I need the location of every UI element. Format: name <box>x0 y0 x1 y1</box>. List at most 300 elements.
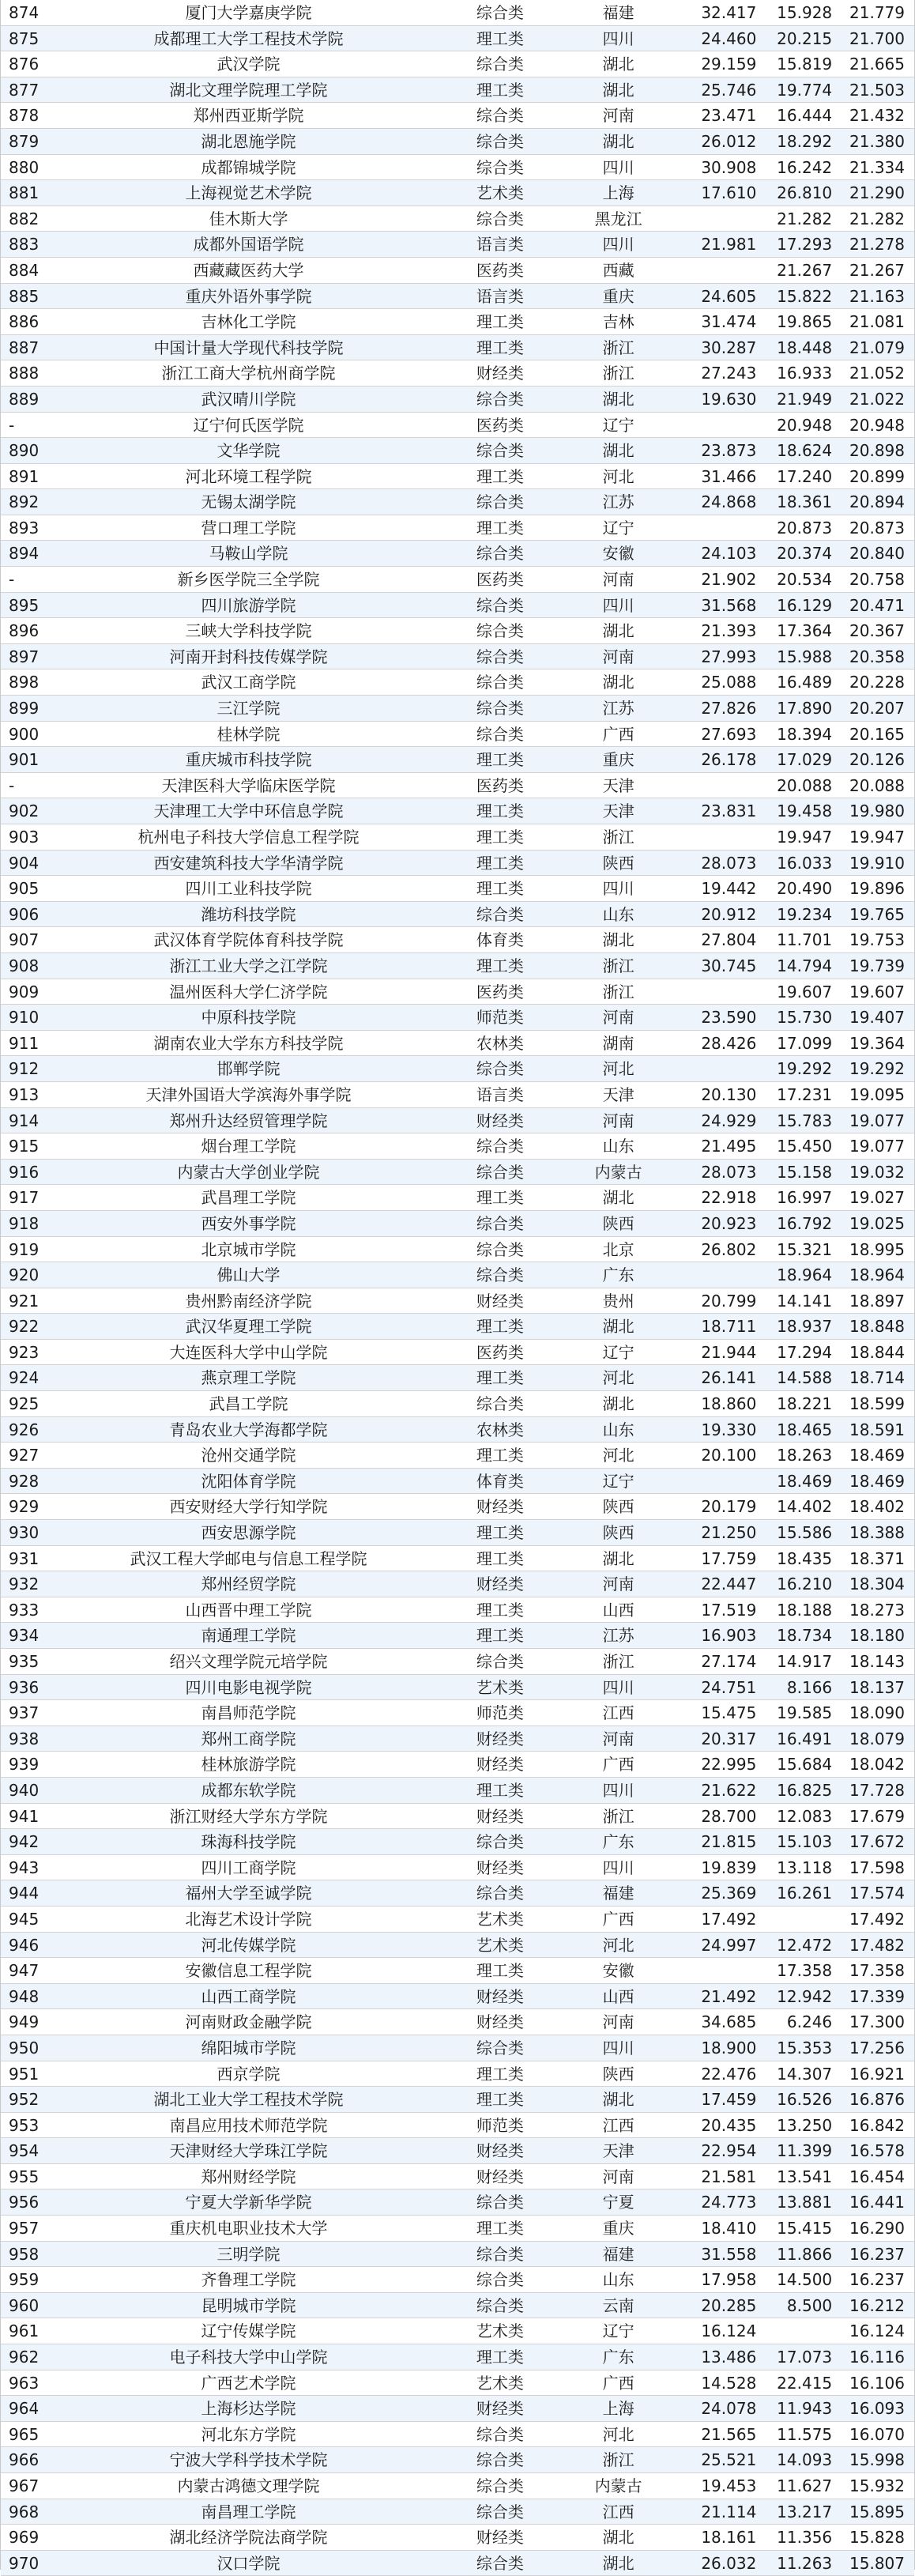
score2-cell: 17.294 <box>777 1342 833 1362</box>
score1-cell: 26.178 <box>701 750 757 770</box>
type-cell: 理工类 <box>476 2090 524 2110</box>
table-row <box>1 438 914 464</box>
school-name-cell: 河南开封科技传媒学院 <box>169 647 328 666</box>
total-score-cell: 19.407 <box>849 1008 905 1028</box>
score2-cell: 15.353 <box>777 2038 833 2057</box>
school-name-cell: 三江学院 <box>217 699 281 718</box>
school-name-cell: 电子科技大学中山学院 <box>169 2348 328 2367</box>
type-cell: 理工类 <box>476 518 524 537</box>
province-cell: 山东 <box>602 1420 634 1439</box>
total-score-cell: 17.672 <box>849 1832 905 1852</box>
total-score-cell: 21.779 <box>849 3 905 22</box>
total-score-cell: 21.700 <box>849 28 905 48</box>
province-cell: 湖北 <box>602 621 634 641</box>
type-cell: 综合类 <box>476 55 524 74</box>
total-score-cell: 18.995 <box>849 1239 905 1259</box>
school-name-cell: 宁夏大学新华学院 <box>185 2193 312 2212</box>
score1-cell: 21.250 <box>701 1523 757 1543</box>
province-cell: 河南 <box>602 2167 634 2186</box>
province-cell: 湖北 <box>602 2528 634 2548</box>
score1-cell: 20.799 <box>701 1291 757 1311</box>
table-row <box>1 1417 914 1443</box>
rank-cell: 933 <box>9 1600 40 1620</box>
type-cell: 理工类 <box>476 1523 524 1543</box>
score1-cell: 17.759 <box>701 1548 757 1568</box>
rank-cell: 919 <box>9 1239 40 1259</box>
type-cell: 理工类 <box>476 338 524 357</box>
type-cell: 综合类 <box>476 647 524 666</box>
rank-cell: 953 <box>9 2115 40 2135</box>
school-name-cell: 重庆机电职业技术大学 <box>169 2219 328 2238</box>
province-cell: 湖北 <box>602 673 634 692</box>
school-name-cell: 山西晋中理工学院 <box>185 1600 312 1620</box>
type-cell: 理工类 <box>476 80 524 100</box>
total-score-cell: 18.897 <box>849 1291 905 1311</box>
total-score-cell: 19.607 <box>849 982 905 1001</box>
table-row <box>1 2499 914 2525</box>
table-row <box>1 2216 914 2242</box>
school-name-cell: 文华学院 <box>217 441 281 461</box>
total-score-cell: 21.079 <box>849 338 905 357</box>
rank-cell: 895 <box>9 595 40 615</box>
table-row <box>1 360 914 387</box>
type-cell: 综合类 <box>476 1213 524 1233</box>
province-cell: 浙江 <box>602 338 634 357</box>
total-score-cell: 19.980 <box>849 801 905 821</box>
rank-cell: 921 <box>9 1291 40 1311</box>
school-name-cell: 辽宁传媒学院 <box>201 2321 296 2341</box>
table-row <box>1 2189 914 2216</box>
table-row <box>1 773 914 799</box>
table-row <box>1 1778 914 1804</box>
score1-cell: 24.751 <box>701 1677 757 1697</box>
school-name-cell: 吉林化工学院 <box>201 312 296 332</box>
total-score-cell: 20.873 <box>849 518 905 537</box>
province-cell: 河南 <box>602 647 634 666</box>
type-cell: 综合类 <box>476 2450 524 2470</box>
school-name-cell: 武汉华夏理工学院 <box>185 1317 312 1337</box>
province-cell: 四川 <box>602 1858 634 1877</box>
table-row <box>1 1804 914 1830</box>
score1-cell: 23.831 <box>701 801 757 821</box>
school-name-cell: 绵阳城市学院 <box>201 2038 296 2057</box>
score2-cell: 17.029 <box>777 750 833 770</box>
score2-cell: 21.949 <box>777 389 833 409</box>
score1-cell: 22.447 <box>701 1575 757 1594</box>
type-cell: 理工类 <box>476 2219 524 2238</box>
total-score-cell: 16.093 <box>849 2399 905 2419</box>
table-row <box>1 1340 914 1366</box>
province-cell: 陕西 <box>602 2064 634 2084</box>
province-cell: 河南 <box>602 1111 634 1130</box>
province-cell: 安徽 <box>602 1961 634 1981</box>
total-score-cell: 17.574 <box>849 1884 905 1903</box>
table-row <box>1 1082 914 1108</box>
total-score-cell: 18.591 <box>849 1420 905 1439</box>
rank-cell: 918 <box>9 1213 40 1233</box>
school-name-cell: 昆明城市学院 <box>201 2295 296 2315</box>
score2-cell: 11.866 <box>777 2244 833 2264</box>
school-name-cell: 天津外国语大学滨海外事学院 <box>145 1084 352 1104</box>
score1-cell <box>670 515 763 541</box>
province-cell: 西藏 <box>602 260 634 280</box>
score1-cell: 28.073 <box>701 1162 757 1182</box>
school-name-cell: 西安思源学院 <box>201 1523 296 1543</box>
province-cell: 山西 <box>602 1986 634 2006</box>
score2-cell: 20.534 <box>777 570 833 590</box>
score2-cell: 20.873 <box>777 518 833 537</box>
rank-cell: 916 <box>9 1162 40 1182</box>
rank-cell: 941 <box>9 1806 40 1826</box>
province-cell: 河北 <box>602 466 634 486</box>
score2-cell: 11.943 <box>777 2399 833 2419</box>
table-row <box>1 1108 914 1134</box>
score2-cell: 11.263 <box>777 2553 833 2573</box>
rank-cell: 960 <box>9 2295 40 2315</box>
type-cell: 艺术类 <box>476 2321 524 2341</box>
score1-cell: 21.815 <box>701 1832 757 1852</box>
score1-cell: 17.519 <box>701 1600 757 1620</box>
score1-cell: 20.912 <box>701 904 757 924</box>
total-score-cell: 15.932 <box>849 2476 905 2495</box>
rank-cell: 948 <box>9 1986 40 2006</box>
score1-cell: 28.700 <box>701 1806 757 1826</box>
table-row <box>1 129 914 155</box>
type-cell: 医药类 <box>476 415 524 435</box>
table-row <box>1 1752 914 1778</box>
rank-cell: 951 <box>9 2064 40 2084</box>
score1-cell: 20.179 <box>701 1497 757 1517</box>
school-name-cell: 佛山大学 <box>217 1265 281 1285</box>
table-row <box>1 180 914 206</box>
score2-cell: 14.093 <box>777 2450 833 2470</box>
rank-cell: 940 <box>9 1780 40 1800</box>
score1-cell <box>670 1958 763 1983</box>
rank-cell: 922 <box>9 1317 40 1337</box>
type-cell: 综合类 <box>476 904 524 924</box>
school-name-cell: 郑州经贸学院 <box>201 1575 296 1594</box>
rank-cell: 939 <box>9 1755 40 1775</box>
total-score-cell: 21.278 <box>849 235 905 255</box>
score1-cell: 20.130 <box>701 1084 757 1104</box>
table-row <box>1 798 914 824</box>
score1-cell: 20.285 <box>701 2295 757 2315</box>
score1-cell: 27.993 <box>701 647 757 666</box>
rank-cell: 952 <box>9 2090 40 2110</box>
school-name-cell: 天津医科大学临床医学院 <box>161 775 336 795</box>
province-cell: 河南 <box>602 1729 634 1748</box>
school-name-cell: 南昌师范学院 <box>201 1703 296 1723</box>
rank-cell: 910 <box>9 1008 40 1028</box>
type-cell: 医药类 <box>476 260 524 280</box>
total-score-cell: 17.492 <box>849 1909 905 1929</box>
province-cell: 浙江 <box>602 1652 634 1671</box>
province-cell: 河北 <box>602 1368 634 1388</box>
province-cell: 广西 <box>602 724 634 744</box>
table-row <box>1 413 914 439</box>
province-cell: 广西 <box>602 2373 634 2393</box>
rank-cell: 963 <box>9 2373 40 2393</box>
rank-cell: 942 <box>9 1832 40 1852</box>
school-name-cell: 重庆城市科技学院 <box>185 750 312 770</box>
school-name-cell: 南通理工学院 <box>201 1626 296 1646</box>
rank-cell: 955 <box>9 2167 40 2186</box>
score1-cell: 18.900 <box>701 2038 757 2057</box>
table-row <box>1 2164 914 2190</box>
score1-cell: 23.873 <box>701 441 757 461</box>
rank-cell: 907 <box>9 930 40 950</box>
type-cell: 综合类 <box>476 492 524 512</box>
total-score-cell: 20.358 <box>849 647 905 666</box>
score2-cell: 15.684 <box>777 1755 833 1775</box>
type-cell: 综合类 <box>476 441 524 461</box>
school-name-cell: 厦门大学嘉庚学院 <box>185 3 312 22</box>
score2-cell: 26.810 <box>777 183 833 203</box>
province-cell: 重庆 <box>602 286 634 306</box>
school-name-cell: 河北传媒学院 <box>201 1935 296 1955</box>
province-cell: 湖北 <box>602 930 634 950</box>
score2-cell: 12.083 <box>777 1806 833 1826</box>
rank-cell: 959 <box>9 2270 40 2290</box>
province-cell: 四川 <box>602 2038 634 2057</box>
school-name-cell: 武昌工学院 <box>209 1394 288 1414</box>
type-cell: 综合类 <box>476 1394 524 1414</box>
province-cell: 辽宁 <box>602 1342 634 1362</box>
type-cell: 综合类 <box>476 724 524 744</box>
table-row <box>1 2138 914 2164</box>
rank-cell: 969 <box>9 2528 40 2548</box>
table-row <box>1 335 914 361</box>
province-cell: 内蒙古 <box>594 1162 642 1182</box>
score2-cell <box>762 1907 838 1932</box>
score1-cell: 27.693 <box>701 724 757 744</box>
score2-cell: 18.964 <box>777 1265 833 1285</box>
score2-cell: 18.221 <box>777 1394 833 1414</box>
score2-cell: 14.917 <box>777 1652 833 1671</box>
table-row <box>1 567 914 593</box>
table-row <box>1 2009 914 2035</box>
total-score-cell: 20.840 <box>849 544 905 564</box>
table-row <box>1 1829 914 1855</box>
school-name-cell: 武汉工程大学邮电与信息工程学院 <box>130 1548 367 1568</box>
score1-cell: 19.630 <box>701 389 757 409</box>
total-score-cell: 21.432 <box>849 106 905 126</box>
score2-cell: 15.730 <box>777 1008 833 1028</box>
rank-cell: 894 <box>9 544 40 564</box>
type-cell: 医药类 <box>476 775 524 795</box>
table-row <box>1 1855 914 1881</box>
school-name-cell: 宁波大学科学技术学院 <box>169 2450 328 2470</box>
rank-cell: 958 <box>9 2244 40 2264</box>
school-name-cell: 福州大学至诚学院 <box>185 1884 312 1903</box>
total-score-cell: 18.599 <box>849 1394 905 1414</box>
school-name-cell: 武汉工商学院 <box>201 673 296 692</box>
rank-cell: 880 <box>9 157 40 177</box>
score2-cell: 6.246 <box>786 2012 833 2032</box>
rank-cell: 881 <box>9 183 40 203</box>
school-name-cell: 三明学院 <box>217 2244 281 2264</box>
province-cell: 浙江 <box>602 982 634 1001</box>
table-row <box>1 1623 914 1649</box>
score2-cell: 16.261 <box>777 1884 833 1903</box>
province-cell: 广东 <box>602 2348 634 2367</box>
province-cell: 浙江 <box>602 828 634 847</box>
province-cell: 湖北 <box>602 389 634 409</box>
type-cell: 语言类 <box>476 286 524 306</box>
province-cell: 福建 <box>602 3 634 22</box>
total-score-cell: 21.022 <box>849 389 905 409</box>
score2-cell: 17.240 <box>777 466 833 486</box>
school-name-cell: 营口理工学院 <box>201 518 296 537</box>
score2-cell: 19.585 <box>777 1703 833 1723</box>
table-row <box>1 1262 914 1288</box>
table-row <box>1 2318 914 2344</box>
table-row <box>1 902 914 928</box>
province-cell: 湖北 <box>602 1317 634 1337</box>
table-row <box>1 1675 914 1701</box>
score2-cell: 17.890 <box>777 699 833 718</box>
total-score-cell: 20.126 <box>849 750 905 770</box>
province-cell: 江苏 <box>602 492 634 512</box>
table-row <box>1 541 914 567</box>
rank-cell: 909 <box>9 982 40 1001</box>
province-cell: 湖北 <box>602 131 634 151</box>
province-cell: 浙江 <box>602 956 634 975</box>
score2-cell: 22.415 <box>777 2373 833 2393</box>
rank-cell: 923 <box>9 1342 40 1362</box>
total-score-cell: 20.758 <box>849 570 905 590</box>
province-cell: 湖北 <box>602 1188 634 1208</box>
table-row <box>1 747 914 773</box>
score2-cell: 19.234 <box>777 904 833 924</box>
table-row <box>1 258 914 284</box>
type-cell: 综合类 <box>476 1832 524 1852</box>
type-cell: 财经类 <box>476 1986 524 2006</box>
score2-cell: 18.448 <box>777 338 833 357</box>
rank-cell: 899 <box>9 699 40 718</box>
score1-cell: 21.981 <box>701 235 757 255</box>
table-row <box>1 2113 914 2139</box>
school-name-cell: 绍兴文理学院元培学院 <box>169 1652 328 1671</box>
rank-cell: - <box>9 570 15 590</box>
rank-cell: 950 <box>9 2038 40 2057</box>
score2-cell: 16.129 <box>777 595 833 615</box>
type-cell: 综合类 <box>476 2553 524 2573</box>
score2-cell: 12.472 <box>777 1935 833 1955</box>
type-cell: 综合类 <box>476 209 524 228</box>
rank-cell: 912 <box>9 1059 40 1079</box>
type-cell: 综合类 <box>476 2244 524 2264</box>
score1-cell: 18.860 <box>701 1394 757 1414</box>
score2-cell: 15.103 <box>777 1832 833 1852</box>
province-cell: 湖南 <box>602 1033 634 1053</box>
total-score-cell: 18.714 <box>849 1368 905 1388</box>
province-cell: 天津 <box>602 2141 634 2161</box>
school-name-cell: 燕京理工学院 <box>201 1368 296 1388</box>
province-cell: 广西 <box>602 1909 634 1929</box>
table-row <box>1 515 914 541</box>
type-cell: 理工类 <box>476 956 524 975</box>
score1-cell: 19.330 <box>701 1420 757 1439</box>
school-name-cell: 上海视觉艺术学院 <box>185 183 312 203</box>
score1-cell: 24.078 <box>701 2399 757 2419</box>
rank-cell: 892 <box>9 492 40 512</box>
school-name-cell: 郑州财经学院 <box>201 2167 296 2186</box>
province-cell: 辽宁 <box>602 518 634 537</box>
rank-cell: 898 <box>9 673 40 692</box>
province-cell: 江西 <box>602 2115 634 2135</box>
type-cell: 理工类 <box>476 1188 524 1208</box>
province-cell: 黑龙江 <box>594 209 642 228</box>
total-score-cell: 16.441 <box>849 2193 905 2212</box>
table-row <box>1 2447 914 2473</box>
score1-cell <box>670 1262 763 1288</box>
table-row <box>1 2370 914 2397</box>
score2-cell: 8.166 <box>786 1677 833 1697</box>
school-name-cell: 齐鲁理工学院 <box>201 2270 296 2290</box>
province-cell: 浙江 <box>602 2450 634 2470</box>
rank-cell: 962 <box>9 2348 40 2367</box>
province-cell: 浙江 <box>602 1806 634 1826</box>
rank-cell: 925 <box>9 1394 40 1414</box>
rank-cell: 887 <box>9 338 40 357</box>
type-cell: 语言类 <box>476 1084 524 1104</box>
total-score-cell: 18.469 <box>849 1471 905 1491</box>
score1-cell: 25.746 <box>701 80 757 100</box>
rank-cell: 878 <box>9 106 40 126</box>
score1-cell: 28.073 <box>701 853 757 873</box>
rank-cell: 889 <box>9 389 40 409</box>
province-cell: 湖北 <box>602 1548 634 1568</box>
total-score-cell: 19.032 <box>849 1162 905 1182</box>
table-row <box>1 1649 914 1675</box>
school-name-cell: 浙江工业大学之江学院 <box>169 956 328 975</box>
type-cell: 理工类 <box>476 1780 524 1800</box>
school-name-cell: 新乡医学院三全学院 <box>177 570 320 590</box>
province-cell: 辽宁 <box>602 1471 634 1491</box>
type-cell: 理工类 <box>476 466 524 486</box>
table-row <box>1 722 914 748</box>
school-name-cell: 桂林学院 <box>217 724 281 744</box>
score1-cell: 21.902 <box>701 570 757 590</box>
table-row <box>1 824 914 850</box>
total-score-cell: 21.052 <box>849 364 905 383</box>
table-row <box>1 979 914 1005</box>
score2-cell: 11.356 <box>777 2528 833 2548</box>
school-name-cell: 郑州西亚斯学院 <box>193 106 304 126</box>
score1-cell: 22.954 <box>701 2141 757 2161</box>
rank-cell: 929 <box>9 1497 40 1517</box>
school-name-cell: 天津理工大学中环信息学院 <box>153 801 344 821</box>
total-score-cell: 20.898 <box>849 441 905 461</box>
score2-cell: 15.450 <box>777 1137 833 1156</box>
score2-cell: 11.575 <box>777 2424 833 2444</box>
school-name-cell: 中原科技学院 <box>201 1008 296 1028</box>
school-name-cell: 浙江财经大学东方学院 <box>169 1806 328 1826</box>
total-score-cell: 18.848 <box>849 1317 905 1337</box>
score1-cell <box>670 1469 763 1494</box>
score2-cell: 17.364 <box>777 621 833 641</box>
table-row <box>1 1314 914 1340</box>
province-cell: 安徽 <box>602 544 634 564</box>
table-row <box>1 232 914 258</box>
province-cell: 河南 <box>602 570 634 590</box>
table-row <box>1 1597 914 1624</box>
score1-cell: 19.453 <box>701 2476 757 2495</box>
score1-cell: 18.711 <box>701 1317 757 1337</box>
score1-cell: 29.159 <box>701 55 757 74</box>
score1-cell: 24.868 <box>701 492 757 512</box>
